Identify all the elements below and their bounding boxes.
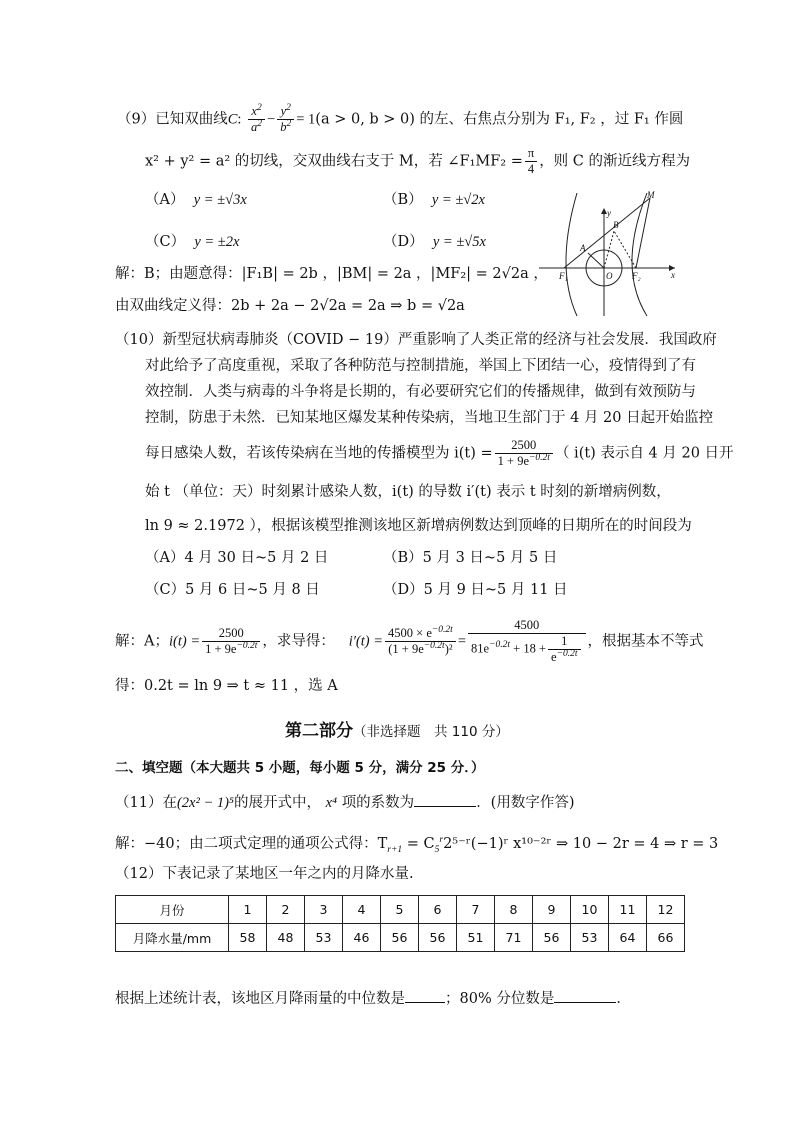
q10-line-2: 对此给予了高度重视，采取了各种防范与控制措施，举国上下团结一心，疫情得到了有 xyxy=(145,358,696,374)
label-f1: F₁ xyxy=(559,271,568,281)
percentile-blank[interactable] xyxy=(554,988,616,1003)
section-two-heading xyxy=(115,758,485,778)
small-fraction xyxy=(548,634,581,665)
q11-solution: 解：−40；由二项式定理的通项公式得：$T_{r+1}$ = $C_5^r2^{5-}ʳ(-1)ʳ$ x¹⁰⁻²ʳ ⇒ 10 − 2r = 4 ⇒ r = 3 xyxy=(115,835,719,855)
sol-derive: ，求导得： xyxy=(262,633,335,650)
sol-answer: 解：A； xyxy=(115,633,169,650)
simp-exp: −0.2t xyxy=(489,640,511,651)
hyperbola-left-branch xyxy=(566,193,577,316)
table-row-rainfall xyxy=(116,924,685,952)
month-cell: 7 xyxy=(457,896,495,924)
q11-ask: 项的系数为 xyxy=(341,795,415,811)
month-cell: 5 xyxy=(381,896,419,924)
q11-sol-head: 解：−40；由二项式定理的通项公式得：T xyxy=(115,836,388,852)
q11-term: x⁴ xyxy=(325,795,338,811)
q10-option-c: （C）5 月 6 日~5 月 8 日 xyxy=(145,582,320,598)
x2-over-a2: $\frac{x^2}{a^2}$ xyxy=(248,104,265,135)
simp-num: 4500 xyxy=(468,618,585,634)
deriv-den-exp: −0.2t xyxy=(423,640,445,651)
simp-den-b: + 18 + xyxy=(513,641,546,656)
label-y: y xyxy=(607,208,611,218)
model-fraction xyxy=(495,438,553,469)
model-den: 1 + 9e xyxy=(497,454,530,468)
table-header-month: 月份 xyxy=(116,896,229,924)
option-label: （C） xyxy=(145,234,186,250)
part-two-title: 第二部分 xyxy=(285,721,353,741)
q10-option-a: （A）4 月 30 日~5 月 2 日 xyxy=(145,550,329,566)
y2-over-b2: $\frac{y^2}{b^2}$ xyxy=(277,104,294,135)
rainfall-cell: 53 xyxy=(571,924,609,952)
q12-question: （12）下表记录了某地区一年之内的月降水量. xyxy=(115,866,414,882)
rainfall-cell: 53 xyxy=(305,924,343,952)
sol-ip: i′(t) = xyxy=(348,633,384,650)
median-blank[interactable] xyxy=(405,988,445,1003)
q11-question xyxy=(115,792,575,813)
frac-den: 1 + 9e xyxy=(205,642,237,656)
label-f2: F₂ xyxy=(632,271,641,281)
rainfall-cell: 71 xyxy=(495,924,533,952)
followup-end: ． xyxy=(616,991,631,1007)
month-cell: 4 xyxy=(343,896,381,924)
deriv-num-exp: −0.2t xyxy=(431,624,453,635)
month-cell: 10 xyxy=(571,896,609,924)
q9-option-d xyxy=(383,232,486,252)
q10-line-6: 始 t （单位：天）时刻累计感染人数，i(t) 的导数 i′(t) 表示 t 时刻的新增病例数， xyxy=(145,484,671,500)
month-cell: 3 xyxy=(305,896,343,924)
label-b: B xyxy=(613,220,619,230)
frac-exp: −0.2t xyxy=(236,640,258,651)
q10-solution-1: 解：A；i(t) = $\frac{2500}{1 + 9e^{-0.2t}}$ ，求导得： i′(t) = $\frac{4500 \times e^{-0.2t}}{(1 + 9e^{-0.2t})^2}$ = 4500 $81e^{-0.2t} + 18$ + $\frac{1}{e^{-0.2t}}$ ，根据基本不等式 xyxy=(115,618,704,664)
option-label: （A） xyxy=(145,192,185,208)
q11-tail: ．(用数字作答) xyxy=(476,795,575,811)
rainfall-cell: 56 xyxy=(381,924,419,952)
month-cell: 9 xyxy=(533,896,571,924)
rainfall-cell: 56 xyxy=(533,924,571,952)
rainfall-cell: 66 xyxy=(647,924,685,952)
month-cell: 1 xyxy=(229,896,267,924)
median-prompt: 根据上述统计表，该地区月降雨量的中位数是 xyxy=(115,991,405,1007)
section-two-note: （本大题共 5 小题，每小题 5 分，满分 25 分．） xyxy=(182,760,485,776)
q12-followup xyxy=(115,988,631,1009)
part-two-subtitle: （非选择题 共 110 分） xyxy=(353,724,509,740)
q9-option-b xyxy=(383,190,485,210)
option-label: （B） xyxy=(383,192,423,208)
table-row-months xyxy=(116,896,685,924)
month-cell: 8 xyxy=(495,896,533,924)
rainfall-cell: 51 xyxy=(457,924,495,952)
month-cell: 12 xyxy=(647,896,685,924)
q10-option-b: （B）5 月 3 日~5 月 5 日 xyxy=(383,550,558,566)
rainfall-cell: 46 xyxy=(343,924,381,952)
radius-ob xyxy=(604,231,614,268)
q10-line-5 xyxy=(145,438,734,469)
month-cell: 6 xyxy=(419,896,457,924)
q9-solution-2: 由双曲线定义得：2b + 2a − 2√2a = 2a ⇒ b = √2a xyxy=(115,298,465,314)
part-two-heading xyxy=(285,716,509,741)
q11-sol-eq: = C xyxy=(406,836,435,852)
rainfall-cell: 58 xyxy=(229,924,267,952)
rainfall-cell: 48 xyxy=(267,924,305,952)
model-exp: −0.2t xyxy=(529,452,550,463)
option-label: （D） xyxy=(383,234,424,250)
q9-option-c xyxy=(145,232,239,252)
small-num: 1 xyxy=(548,634,581,650)
rainfall-table xyxy=(115,895,685,952)
option-expr: y = ±2x xyxy=(194,234,240,250)
model-tail: （ i(t) 表示自 4 月 20 日开 xyxy=(554,445,734,462)
small-exp: −0.2t xyxy=(556,648,578,659)
sol-fraction xyxy=(202,626,260,657)
model-intro: 每日感染人数，若该传染病在当地的传播模型为 i(t) = xyxy=(145,445,493,462)
q9-intro: （9）已知双曲线 xyxy=(117,111,228,128)
simp-den-a: 81e xyxy=(471,641,490,656)
q11-answer-blank[interactable] xyxy=(414,792,476,807)
option-expr: y = ±√2x xyxy=(431,192,485,208)
q10-line-7: ln 9 ≈ 2.1972 ），根据该模型推测该地区新增病例数达到顶峰的日期所在的时间段为 xyxy=(145,518,692,534)
month-cell: 11 xyxy=(609,896,647,924)
q10-line-4: 控制，防患于未然．已知某地区爆发某种传染病，当地卫生部门于 4 月 20 日起开始监控 xyxy=(145,410,714,426)
model-num: 2500 xyxy=(495,438,553,454)
deriv-den: (1 + 9e xyxy=(388,642,424,656)
small-den: e xyxy=(551,650,557,664)
rainfall-cell: 56 xyxy=(419,924,457,952)
curve-name: C xyxy=(227,111,238,128)
sol-inequality: ，根据基本不等式 xyxy=(587,633,704,650)
percentile-prompt: ；80% 分位数是 xyxy=(445,991,555,1007)
q10-line-1: （10）新型冠状病毒肺炎（COVID − 19）严重影响了人类正常的经济与社会发展．我国政府 xyxy=(115,332,717,348)
radius-oa xyxy=(588,253,604,268)
label-x: x xyxy=(671,270,675,280)
deriv-den-tail: )² xyxy=(444,642,453,656)
q9-option-a xyxy=(145,190,247,210)
q11-intro: （11）在 xyxy=(115,795,177,811)
q9-question: ，则 C 的渐近线方程为 xyxy=(539,153,690,170)
q9-intro-tail: (a > 0, b > 0) 的左、右焦点分别为 F₁, F₂ ，过 F₁ 作圆 xyxy=(315,111,684,128)
label-m: M xyxy=(647,190,655,200)
q10-solution-2: 得：0.2t = ln 9 ⇒ t ≈ 11 ，选 A xyxy=(115,678,338,694)
month-cell: 2 xyxy=(267,896,305,924)
q9-condition: x² + y² = a² 的切线，交双曲线右支于 M，若 ∠F₁MF₂ = xyxy=(145,153,523,170)
m-f2-line xyxy=(636,198,650,268)
q9-solution-1: 解：B；由题意得：|F₁B| = 2b ，|BM| = 2a ，|MF₂| = 2√2a ， xyxy=(115,266,548,282)
derivative-fraction xyxy=(385,626,456,657)
q9-line2 xyxy=(145,146,690,177)
q11-sol-tail: 2⁵⁻ʳ(−1)ʳ x¹⁰⁻²ʳ ⇒ 10 − 2r = 4 ⇒ r = 3 xyxy=(443,836,719,852)
section-two-title: 二、填空题 xyxy=(115,760,183,776)
table-header-rainfall: 月降水量/mm xyxy=(116,924,229,952)
rainfall-cell: 64 xyxy=(609,924,647,952)
label-o: O xyxy=(606,271,613,281)
sol-i: i(t) = xyxy=(168,633,201,650)
option-expr: y = ±√5x xyxy=(432,234,486,250)
label-a: A xyxy=(580,243,586,253)
q11-expr: (2x² − 1)⁵ xyxy=(176,795,234,811)
q9-line1: （9）已知双曲线C: $\frac{x^2}{a^2}$ − $\frac{y^2}{b^2}$ = 1(a > 0, b > 0) 的左、右焦点分别为 F₁, F₂ ，过 F₁ 作圆 xyxy=(117,102,684,134)
q10-option-d: （D）5 月 9 日~5 月 11 日 xyxy=(383,582,568,598)
simplified-fraction xyxy=(468,618,585,665)
frac-num: 2500 xyxy=(202,626,260,642)
option-expr: y = ±√3x xyxy=(193,192,247,208)
q10-line-3: 效控制．人类与病毒的斗争将是长期的，有必要研究它们的传播规律，做到有效预防与 xyxy=(145,384,696,400)
hyperbola-figure xyxy=(537,188,682,320)
q11-mid: 的展开式中， xyxy=(233,795,321,811)
pi-over-4: $\frac{\pi}{4}$ xyxy=(525,146,537,177)
deriv-num: 4500 × e xyxy=(388,626,432,640)
